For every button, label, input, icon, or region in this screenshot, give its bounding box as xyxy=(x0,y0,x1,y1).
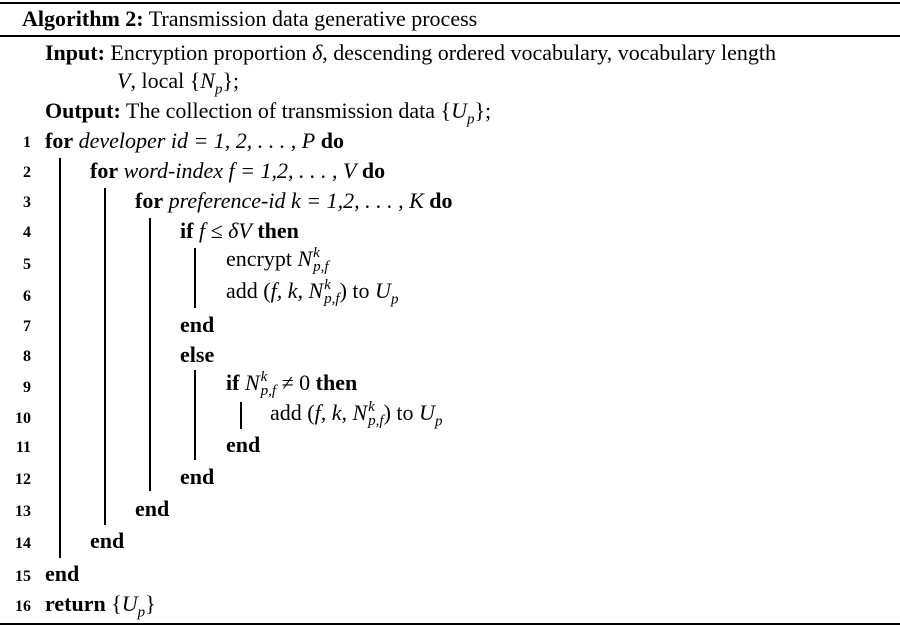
line-number: 12 xyxy=(15,471,31,488)
line-number: 8 xyxy=(23,348,31,365)
code-line-8 xyxy=(180,342,214,368)
if-keyword: if xyxy=(226,370,240,395)
input-text-c: , local { xyxy=(130,68,201,93)
code-line-3 xyxy=(135,188,453,214)
code-line-14 xyxy=(90,528,124,554)
end-keyword: end xyxy=(135,496,170,521)
p-subscript: p xyxy=(467,111,475,128)
code-line-2 xyxy=(90,158,385,184)
line-number: 6 xyxy=(23,288,31,305)
end-keyword: end xyxy=(45,561,80,586)
for-keyword: for xyxy=(90,158,119,183)
indent-bar-inner-if xyxy=(240,402,242,429)
indent-bar-if xyxy=(194,248,196,308)
algorithm-title: Transmission data generative process xyxy=(148,6,478,31)
loop-var-developer: developer id = 1, 2, . . . , P xyxy=(78,128,316,153)
for-keyword: for xyxy=(45,128,74,153)
U-symbol: U xyxy=(375,278,391,303)
output-text-a: The collection of transmission data { xyxy=(125,98,452,123)
bottom-rule xyxy=(0,623,900,625)
line-number: 5 xyxy=(23,256,31,273)
tuple-fk: f, k, xyxy=(270,278,309,303)
k-superscript: k xyxy=(368,399,375,416)
algorithm-label: Algorithm 2: xyxy=(22,6,144,31)
code-line-11 xyxy=(226,432,260,458)
k-superscript: k xyxy=(313,245,320,262)
U-symbol: U xyxy=(121,591,138,616)
line-number: 11 xyxy=(15,439,31,456)
encrypt-text: encrypt xyxy=(226,246,298,271)
delta-symbol: δ xyxy=(312,40,323,65)
code-line-16 xyxy=(45,591,156,621)
do-keyword: do xyxy=(429,188,453,213)
N-symbol: N xyxy=(308,278,324,303)
U-symbol: U xyxy=(419,400,435,425)
pf-subscript: p,f xyxy=(324,291,340,308)
brace-close: } xyxy=(145,591,156,616)
brace-open: { xyxy=(111,591,122,616)
add-text: add ( xyxy=(226,278,271,303)
if-condition: f ≤ δV xyxy=(198,218,252,243)
code-line-5 xyxy=(226,246,329,275)
line-number: 3 xyxy=(23,194,31,211)
line-number: 13 xyxy=(15,503,31,520)
if-keyword: if xyxy=(180,218,194,243)
line-number: 10 xyxy=(15,410,31,427)
end-keyword: end xyxy=(180,464,215,489)
code-line-7 xyxy=(180,312,214,338)
to-text: ) to xyxy=(383,400,420,425)
code-line-9 xyxy=(226,370,357,399)
output-label: Output: xyxy=(45,98,121,123)
then-keyword: then xyxy=(315,370,358,395)
N-symbol: N xyxy=(352,400,368,425)
line-number: 2 xyxy=(23,164,31,181)
line-number: 7 xyxy=(23,318,31,335)
for-keyword: for xyxy=(135,188,164,213)
k-superscript: k xyxy=(260,369,268,386)
end-keyword: end xyxy=(180,312,215,337)
k-superscript: k xyxy=(324,277,331,294)
end-keyword: end xyxy=(90,528,125,553)
input-text-b: , descending ordered vocabulary, vocabulary length xyxy=(322,40,776,65)
p-subscript: p xyxy=(214,81,223,98)
line-number: 15 xyxy=(15,568,31,585)
not-equal-zero: ≠ 0 xyxy=(276,370,311,395)
return-keyword: return xyxy=(45,591,106,616)
header-rule xyxy=(0,35,900,37)
output-text-b: }; xyxy=(474,98,492,123)
line-number: 1 xyxy=(23,134,31,151)
else-keyword: else xyxy=(180,342,215,367)
add-text: add ( xyxy=(270,400,315,425)
input-line-cont xyxy=(117,68,240,98)
input-text-a: Encryption proportion xyxy=(110,40,313,65)
pf-subscript: p,f xyxy=(368,413,384,430)
output-line xyxy=(45,98,492,128)
line-number: 16 xyxy=(15,598,31,615)
indent-bar-for-developer xyxy=(59,158,61,558)
pf-subscript: p,f xyxy=(260,383,277,400)
N-symbol: N xyxy=(244,370,260,395)
loop-var-word: word-index f = 1,2, . . . , V xyxy=(123,158,357,183)
indent-bar-for-preference xyxy=(149,218,151,491)
indent-bar-for-word xyxy=(104,188,106,525)
tuple-fk: f, k, xyxy=(314,400,353,425)
input-line xyxy=(45,40,776,66)
pf-subscript: p,f xyxy=(313,259,329,276)
N-symbol: N xyxy=(297,246,313,271)
end-keyword: end xyxy=(226,432,261,457)
loop-var-preference: preference-id k = 1,2, . . . , K xyxy=(168,188,424,213)
line-number: 9 xyxy=(23,379,31,396)
then-keyword: then xyxy=(257,218,299,243)
p-subscript: p xyxy=(434,413,443,430)
code-line-13 xyxy=(135,496,169,522)
code-line-10 xyxy=(270,400,442,429)
N-symbol: N xyxy=(200,68,215,93)
p-subscript: p xyxy=(137,604,146,621)
code-line-1 xyxy=(45,128,344,154)
top-rule xyxy=(0,2,900,4)
indent-bar-else xyxy=(194,370,196,460)
p-subscript: p xyxy=(390,291,399,308)
code-line-15 xyxy=(45,561,79,587)
to-text: ) to xyxy=(339,278,376,303)
input-label: Input: xyxy=(45,40,105,65)
vocab-length-symbol: V xyxy=(117,68,131,93)
code-line-12 xyxy=(180,464,214,490)
code-line-4 xyxy=(180,218,299,244)
code-line-6 xyxy=(226,278,398,307)
do-keyword: do xyxy=(361,158,386,183)
do-keyword: do xyxy=(320,128,344,153)
line-number: 4 xyxy=(23,224,31,241)
line-number: 14 xyxy=(15,535,31,552)
input-text-d: }; xyxy=(222,68,240,93)
algorithm-header xyxy=(22,6,477,32)
U-symbol: U xyxy=(451,98,467,123)
